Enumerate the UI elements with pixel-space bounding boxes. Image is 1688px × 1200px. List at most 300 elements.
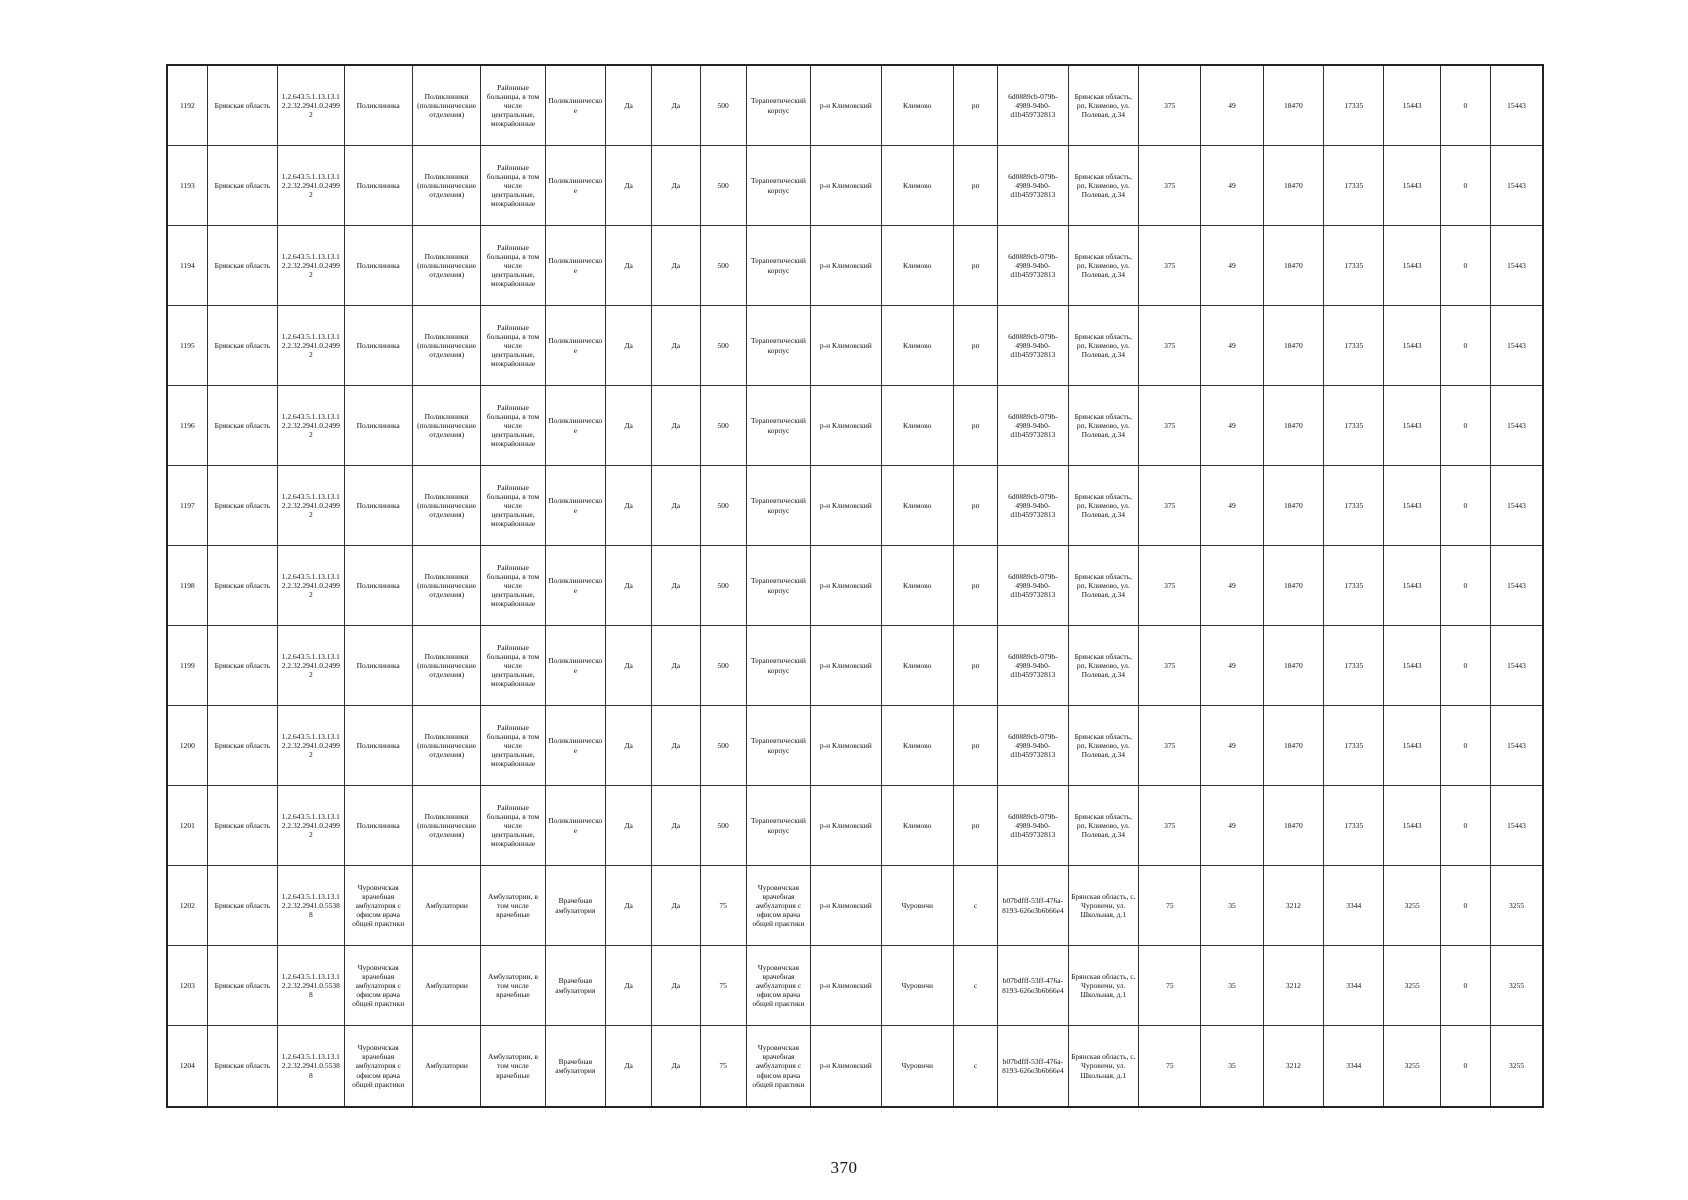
cell-flag-b: Да: [652, 786, 700, 866]
table-row: [167, 65, 1543, 146]
cell-capacity: 500: [700, 706, 746, 786]
cell-flag-a: Да: [605, 226, 651, 306]
cell-capacity: 500: [700, 65, 746, 146]
cell-v1: 375: [1139, 386, 1201, 466]
cell-region: Брянская область: [207, 786, 277, 866]
cell-region: Брянская область: [207, 226, 277, 306]
cell-district: р-н Климовский: [811, 146, 881, 226]
table-row: [167, 386, 1543, 466]
cell-subdivision-name: Амбулатории, в том числе врачебные: [481, 946, 545, 1026]
cell-locality-type: с: [953, 1026, 997, 1108]
cell-v5: 15443: [1384, 306, 1440, 386]
cell-v2: 49: [1201, 386, 1263, 466]
cell-v5: 15443: [1384, 386, 1440, 466]
cell-v7: 15443: [1491, 466, 1543, 546]
cell-v5: 15443: [1384, 226, 1440, 306]
cell-locality-type: рп: [953, 65, 997, 146]
cell-v1: 375: [1139, 146, 1201, 226]
cell-region: Брянская область: [207, 706, 277, 786]
cell-row-no: 1195: [167, 306, 207, 386]
cell-capacity: 75: [700, 946, 746, 1026]
cell-locality-type: рп: [953, 146, 997, 226]
cell-v5: 3255: [1384, 946, 1440, 1026]
cell-fias-guid: 6d0889cb-079b-4989-94b0-d1b459732813: [998, 786, 1068, 866]
cell-building-type: Поликлиническое: [545, 65, 605, 146]
cell-locality: Климово: [881, 786, 953, 866]
cell-oid: 1.2.643.5.1.13.13.12.2.32.2941.0.55388: [278, 1026, 344, 1108]
cell-locality-type: рп: [953, 626, 997, 706]
cell-building-type: Врачебная амбулатория: [545, 866, 605, 946]
cell-flag-b: Да: [652, 866, 700, 946]
cell-oid: 1.2.643.5.1.13.13.12.2.32.2941.0.24992: [278, 146, 344, 226]
cell-fias-guid: b07bdfff-53ff-476a-8193-626e3b6b66e4: [998, 1026, 1068, 1108]
cell-capacity: 500: [700, 626, 746, 706]
cell-flag-b: Да: [652, 306, 700, 386]
cell-subdivision-name: Районные больницы, в том числе центральные, межрайонные: [481, 226, 545, 306]
cell-v7: 15443: [1491, 226, 1543, 306]
cell-row-no: 1201: [167, 786, 207, 866]
cell-v3: 18470: [1263, 466, 1323, 546]
cell-v7: 15443: [1491, 65, 1543, 146]
cell-org-kind: Чуровичская врачебная амбулатория с офисом врача общей практики: [344, 866, 412, 946]
cell-v3: 3212: [1263, 1026, 1323, 1108]
cell-locality-type: рп: [953, 466, 997, 546]
cell-locality-type: рп: [953, 706, 997, 786]
cell-locality: Климово: [881, 386, 953, 466]
cell-address: Брянская область, рп, Климово, ул. Полевая, д.34: [1068, 386, 1138, 466]
cell-v7: 15443: [1491, 626, 1543, 706]
cell-subdivision-kind: Поликлиники (поликлинические отделения): [412, 546, 480, 626]
cell-flag-a: Да: [605, 866, 651, 946]
cell-building-type: Поликлиническое: [545, 466, 605, 546]
cell-v3: 18470: [1263, 306, 1323, 386]
cell-fias-guid: 6d0889cb-079b-4989-94b0-d1b459732813: [998, 706, 1068, 786]
cell-region: Брянская область: [207, 65, 277, 146]
cell-subdivision-kind: Поликлиники (поликлинические отделения): [412, 146, 480, 226]
cell-capacity: 500: [700, 786, 746, 866]
cell-address: Брянская область, рп, Климово, ул. Полевая, д.34: [1068, 626, 1138, 706]
cell-region: Брянская область: [207, 546, 277, 626]
cell-org-kind: Чуровичская врачебная амбулатория с офисом врача общей практики: [344, 1026, 412, 1108]
cell-fias-guid: 6d0889cb-079b-4989-94b0-d1b459732813: [998, 146, 1068, 226]
cell-locality: Климово: [881, 626, 953, 706]
cell-v6: 0: [1440, 65, 1490, 146]
cell-oid: 1.2.643.5.1.13.13.12.2.32.2941.0.24992: [278, 386, 344, 466]
cell-v7: 15443: [1491, 786, 1543, 866]
cell-v5: 15443: [1384, 466, 1440, 546]
cell-address: Брянская область, с. Чуровичи, ул. Школьная, д.1: [1068, 946, 1138, 1026]
cell-flag-a: Да: [605, 306, 651, 386]
table-row: [167, 466, 1543, 546]
cell-region: Брянская область: [207, 386, 277, 466]
cell-v4: 3344: [1324, 946, 1384, 1026]
cell-v6: 0: [1440, 386, 1490, 466]
cell-capacity: 500: [700, 226, 746, 306]
cell-address: Брянская область, рп, Климово, ул. Полевая, д.34: [1068, 786, 1138, 866]
cell-locality: Чуровичи: [881, 1026, 953, 1108]
cell-fias-guid: 6d0889cb-079b-4989-94b0-d1b459732813: [998, 626, 1068, 706]
cell-v7: 15443: [1491, 146, 1543, 226]
cell-v6: 0: [1440, 1026, 1490, 1108]
cell-address: Брянская область, рп, Климово, ул. Полевая, д.34: [1068, 466, 1138, 546]
cell-row-no: 1196: [167, 386, 207, 466]
cell-subdivision-name: Районные больницы, в том числе центральные, межрайонные: [481, 386, 545, 466]
cell-building-type: Врачебная амбулатория: [545, 1026, 605, 1108]
cell-address: Брянская область, рп, Климово, ул. Полевая, д.34: [1068, 65, 1138, 146]
cell-region: Брянская область: [207, 946, 277, 1026]
cell-district: р-н Климовский: [811, 546, 881, 626]
cell-v6: 0: [1440, 146, 1490, 226]
cell-capacity: 500: [700, 146, 746, 226]
cell-v2: 49: [1201, 706, 1263, 786]
cell-address: Брянская область, рп, Климово, ул. Полевая, д.34: [1068, 146, 1138, 226]
cell-v1: 375: [1139, 466, 1201, 546]
cell-row-no: 1193: [167, 146, 207, 226]
cell-flag-a: Да: [605, 65, 651, 146]
cell-v7: 15443: [1491, 386, 1543, 466]
cell-district: р-н Климовский: [811, 706, 881, 786]
cell-subdivision-name: Амбулатории, в том числе врачебные: [481, 866, 545, 946]
cell-fias-guid: 6d0889cb-079b-4989-94b0-d1b459732813: [998, 226, 1068, 306]
cell-subdivision-kind: Поликлиники (поликлинические отделения): [412, 226, 480, 306]
cell-locality-type: рп: [953, 786, 997, 866]
cell-v2: 35: [1201, 1026, 1263, 1108]
cell-building-name: Терапевтический корпус: [746, 386, 810, 466]
cell-v3: 18470: [1263, 226, 1323, 306]
cell-building-name: Терапевтический корпус: [746, 65, 810, 146]
cell-org-kind: Поликлиника: [344, 306, 412, 386]
cell-building-name: Терапевтический корпус: [746, 626, 810, 706]
cell-subdivision-name: Районные больницы, в том числе центральные, межрайонные: [481, 546, 545, 626]
cell-v5: 15443: [1384, 546, 1440, 626]
cell-flag-b: Да: [652, 1026, 700, 1108]
cell-flag-b: Да: [652, 706, 700, 786]
cell-building-name: Терапевтический корпус: [746, 226, 810, 306]
registry-table: [166, 64, 1544, 1108]
cell-flag-b: Да: [652, 386, 700, 466]
cell-flag-a: Да: [605, 546, 651, 626]
cell-capacity: 500: [700, 386, 746, 466]
cell-v1: 375: [1139, 65, 1201, 146]
cell-subdivision-name: Амбулатории, в том числе врачебные: [481, 1026, 545, 1108]
cell-locality: Климово: [881, 226, 953, 306]
cell-address: Брянская область, с. Чуровичи, ул. Школьная, д.1: [1068, 1026, 1138, 1108]
cell-district: р-н Климовский: [811, 466, 881, 546]
cell-building-type: Поликлиническое: [545, 786, 605, 866]
cell-v5: 15443: [1384, 706, 1440, 786]
cell-v1: 75: [1139, 866, 1201, 946]
cell-v7: 3255: [1491, 1026, 1543, 1108]
cell-fias-guid: 6d0889cb-079b-4989-94b0-d1b459732813: [998, 306, 1068, 386]
cell-address: Брянская область, рп, Климово, ул. Полевая, д.34: [1068, 226, 1138, 306]
cell-flag-a: Да: [605, 466, 651, 546]
cell-district: р-н Климовский: [811, 226, 881, 306]
cell-building-name: Терапевтический корпус: [746, 146, 810, 226]
cell-oid: 1.2.643.5.1.13.13.12.2.32.2941.0.24992: [278, 466, 344, 546]
cell-v4: 17335: [1324, 65, 1384, 146]
cell-locality: Климово: [881, 146, 953, 226]
cell-v4: 3344: [1324, 1026, 1384, 1108]
cell-subdivision-kind: Поликлиники (поликлинические отделения): [412, 626, 480, 706]
cell-subdivision-name: Районные больницы, в том числе центральные, межрайонные: [481, 706, 545, 786]
cell-subdivision-kind: Поликлиники (поликлинические отделения): [412, 306, 480, 386]
cell-subdivision-name: Районные больницы, в том числе центральные, межрайонные: [481, 146, 545, 226]
cell-building-name: Терапевтический корпус: [746, 466, 810, 546]
cell-v6: 0: [1440, 546, 1490, 626]
cell-district: р-н Климовский: [811, 786, 881, 866]
cell-building-name: Терапевтический корпус: [746, 306, 810, 386]
cell-v5: 15443: [1384, 626, 1440, 706]
cell-v7: 15443: [1491, 546, 1543, 626]
cell-org-kind: Поликлиника: [344, 386, 412, 466]
cell-v5: 15443: [1384, 786, 1440, 866]
cell-v6: 0: [1440, 626, 1490, 706]
cell-region: Брянская область: [207, 866, 277, 946]
table-row: [167, 626, 1543, 706]
cell-capacity: 500: [700, 306, 746, 386]
cell-v3: 18470: [1263, 386, 1323, 466]
cell-oid: 1.2.643.5.1.13.13.12.2.32.2941.0.24992: [278, 65, 344, 146]
cell-building-name: Терапевтический корпус: [746, 706, 810, 786]
cell-locality: Климово: [881, 466, 953, 546]
cell-building-type: Поликлиническое: [545, 226, 605, 306]
cell-district: р-н Климовский: [811, 386, 881, 466]
cell-v2: 49: [1201, 306, 1263, 386]
cell-flag-a: Да: [605, 1026, 651, 1108]
cell-v6: 0: [1440, 466, 1490, 546]
table-row: [167, 226, 1543, 306]
cell-district: р-н Климовский: [811, 1026, 881, 1108]
cell-locality: Климово: [881, 546, 953, 626]
cell-building-type: Врачебная амбулатория: [545, 946, 605, 1026]
cell-locality: Климово: [881, 306, 953, 386]
cell-district: р-н Климовский: [811, 866, 881, 946]
cell-locality: Климово: [881, 706, 953, 786]
cell-row-no: 1198: [167, 546, 207, 626]
cell-v3: 18470: [1263, 786, 1323, 866]
cell-v3: 18470: [1263, 65, 1323, 146]
cell-region: Брянская область: [207, 306, 277, 386]
cell-row-no: 1194: [167, 226, 207, 306]
cell-address: Брянская область, рп, Климово, ул. Полевая, д.34: [1068, 546, 1138, 626]
table-row: [167, 786, 1543, 866]
cell-row-no: 1199: [167, 626, 207, 706]
cell-subdivision-kind: Амбулатории: [412, 946, 480, 1026]
cell-row-no: 1203: [167, 946, 207, 1026]
cell-org-kind: Поликлиника: [344, 706, 412, 786]
cell-building-type: Поликлиническое: [545, 706, 605, 786]
cell-subdivision-kind: Поликлиники (поликлинические отделения): [412, 706, 480, 786]
cell-org-kind: Поликлиника: [344, 65, 412, 146]
cell-oid: 1.2.643.5.1.13.13.12.2.32.2941.0.24992: [278, 626, 344, 706]
cell-row-no: 1202: [167, 866, 207, 946]
table-row: [167, 1026, 1543, 1108]
cell-subdivision-kind: Амбулатории: [412, 866, 480, 946]
cell-locality: Климово: [881, 65, 953, 146]
cell-region: Брянская область: [207, 1026, 277, 1108]
cell-v2: 49: [1201, 786, 1263, 866]
cell-locality-type: рп: [953, 226, 997, 306]
cell-v3: 3212: [1263, 946, 1323, 1026]
cell-v1: 75: [1139, 946, 1201, 1026]
cell-v4: 17335: [1324, 626, 1384, 706]
cell-flag-b: Да: [652, 546, 700, 626]
cell-capacity: 75: [700, 866, 746, 946]
cell-locality-type: с: [953, 866, 997, 946]
cell-subdivision-name: Районные больницы, в том числе центральные, межрайонные: [481, 65, 545, 146]
cell-v3: 18470: [1263, 626, 1323, 706]
cell-subdivision-name: Районные больницы, в том числе центральные, межрайонные: [481, 786, 545, 866]
cell-locality-type: рп: [953, 546, 997, 626]
cell-subdivision-kind: Амбулатории: [412, 1026, 480, 1108]
cell-v7: 3255: [1491, 866, 1543, 946]
cell-building-type: Поликлиническое: [545, 546, 605, 626]
cell-fias-guid: 6d0889cb-079b-4989-94b0-d1b459732813: [998, 386, 1068, 466]
cell-address: Брянская область, с. Чуровичи, ул. Школьная, д.1: [1068, 866, 1138, 946]
cell-org-kind: Поликлиника: [344, 146, 412, 226]
cell-oid: 1.2.643.5.1.13.13.12.2.32.2941.0.24992: [278, 546, 344, 626]
cell-flag-b: Да: [652, 626, 700, 706]
cell-org-kind: Поликлиника: [344, 226, 412, 306]
cell-v4: 17335: [1324, 226, 1384, 306]
cell-subdivision-name: Районные больницы, в том числе центральные, межрайонные: [481, 466, 545, 546]
cell-subdivision-kind: Поликлиники (поликлинические отделения): [412, 386, 480, 466]
cell-org-kind: Поликлиника: [344, 466, 412, 546]
cell-row-no: 1192: [167, 65, 207, 146]
cell-region: Брянская область: [207, 146, 277, 226]
cell-oid: 1.2.643.5.1.13.13.12.2.32.2941.0.24992: [278, 706, 344, 786]
cell-v3: 18470: [1263, 706, 1323, 786]
cell-v4: 17335: [1324, 466, 1384, 546]
cell-v3: 3212: [1263, 866, 1323, 946]
table-row: [167, 146, 1543, 226]
cell-v4: 17335: [1324, 386, 1384, 466]
cell-v7: 15443: [1491, 706, 1543, 786]
cell-oid: 1.2.643.5.1.13.13.12.2.32.2941.0.24992: [278, 226, 344, 306]
cell-fias-guid: b07bdfff-53ff-476a-8193-626e3b6b66e4: [998, 946, 1068, 1026]
cell-org-kind: Поликлиника: [344, 626, 412, 706]
table-row: [167, 946, 1543, 1026]
cell-flag-b: Да: [652, 466, 700, 546]
cell-row-no: 1200: [167, 706, 207, 786]
cell-v2: 35: [1201, 866, 1263, 946]
table-row: [167, 706, 1543, 786]
cell-building-name: Чуровичская врачебная амбулатория с офисом врача общей практики: [746, 866, 810, 946]
cell-district: р-н Климовский: [811, 626, 881, 706]
cell-subdivision-name: Районные больницы, в том числе центральные, межрайонные: [481, 306, 545, 386]
cell-v4: 17335: [1324, 546, 1384, 626]
cell-org-kind: Поликлиника: [344, 546, 412, 626]
cell-oid: 1.2.643.5.1.13.13.12.2.32.2941.0.55388: [278, 866, 344, 946]
cell-flag-a: Да: [605, 386, 651, 466]
cell-locality-type: рп: [953, 386, 997, 466]
cell-fias-guid: b07bdfff-53ff-476a-8193-626e3b6b66e4: [998, 866, 1068, 946]
cell-building-type: Поликлиническое: [545, 626, 605, 706]
cell-v4: 17335: [1324, 786, 1384, 866]
cell-flag-b: Да: [652, 946, 700, 1026]
cell-v5: 15443: [1384, 65, 1440, 146]
cell-v7: 3255: [1491, 946, 1543, 1026]
cell-v3: 18470: [1263, 546, 1323, 626]
cell-flag-a: Да: [605, 706, 651, 786]
cell-v2: 49: [1201, 226, 1263, 306]
cell-flag-a: Да: [605, 946, 651, 1026]
cell-v4: 17335: [1324, 706, 1384, 786]
cell-oid: 1.2.643.5.1.13.13.12.2.32.2941.0.55388: [278, 946, 344, 1026]
cell-v1: 375: [1139, 626, 1201, 706]
cell-v4: 17335: [1324, 306, 1384, 386]
cell-v5: 3255: [1384, 1026, 1440, 1108]
cell-locality: Чуровичи: [881, 866, 953, 946]
page-number: 370: [830, 1158, 858, 1177]
cell-flag-a: Да: [605, 786, 651, 866]
cell-fias-guid: 6d0889cb-079b-4989-94b0-d1b459732813: [998, 65, 1068, 146]
cell-capacity: 75: [700, 1026, 746, 1108]
cell-row-no: 1204: [167, 1026, 207, 1108]
cell-v2: 49: [1201, 466, 1263, 546]
cell-flag-b: Да: [652, 65, 700, 146]
table-row: [167, 546, 1543, 626]
cell-district: р-н Климовский: [811, 306, 881, 386]
cell-flag-a: Да: [605, 626, 651, 706]
cell-subdivision-kind: Поликлиники (поликлинические отделения): [412, 466, 480, 546]
cell-v4: 3344: [1324, 866, 1384, 946]
table-row: [167, 866, 1543, 946]
cell-v6: 0: [1440, 306, 1490, 386]
cell-v2: 49: [1201, 546, 1263, 626]
cell-v6: 0: [1440, 786, 1490, 866]
cell-v2: 35: [1201, 946, 1263, 1026]
cell-v6: 0: [1440, 866, 1490, 946]
cell-flag-b: Да: [652, 226, 700, 306]
cell-address: Брянская область, рп, Климово, ул. Полевая, д.34: [1068, 706, 1138, 786]
cell-region: Брянская область: [207, 626, 277, 706]
cell-oid: 1.2.643.5.1.13.13.12.2.32.2941.0.24992: [278, 306, 344, 386]
cell-row-no: 1197: [167, 466, 207, 546]
cell-building-name: Чуровичская врачебная амбулатория с офисом врача общей практики: [746, 1026, 810, 1108]
cell-fias-guid: 6d0889cb-079b-4989-94b0-d1b459732813: [998, 546, 1068, 626]
cell-capacity: 500: [700, 466, 746, 546]
cell-org-kind: Поликлиника: [344, 786, 412, 866]
cell-region: Брянская область: [207, 466, 277, 546]
cell-v6: 0: [1440, 706, 1490, 786]
cell-v1: 375: [1139, 546, 1201, 626]
cell-locality: Чуровичи: [881, 946, 953, 1026]
cell-v3: 18470: [1263, 146, 1323, 226]
cell-v6: 0: [1440, 946, 1490, 1026]
cell-v7: 15443: [1491, 306, 1543, 386]
cell-v2: 49: [1201, 626, 1263, 706]
cell-flag-b: Да: [652, 146, 700, 226]
cell-locality-type: рп: [953, 306, 997, 386]
cell-building-type: Поликлиническое: [545, 146, 605, 226]
cell-v1: 375: [1139, 706, 1201, 786]
cell-oid: 1.2.643.5.1.13.13.12.2.32.2941.0.24992: [278, 786, 344, 866]
cell-building-name: Терапевтический корпус: [746, 786, 810, 866]
cell-v4: 17335: [1324, 146, 1384, 226]
table-row: [167, 306, 1543, 386]
cell-building-type: Поликлиническое: [545, 386, 605, 466]
cell-v1: 375: [1139, 786, 1201, 866]
cell-flag-a: Да: [605, 146, 651, 226]
cell-building-type: Поликлиническое: [545, 306, 605, 386]
cell-v1: 75: [1139, 1026, 1201, 1108]
cell-v6: 0: [1440, 226, 1490, 306]
cell-v5: 3255: [1384, 866, 1440, 946]
cell-org-kind: Чуровичская врачебная амбулатория с офисом врача общей практики: [344, 946, 412, 1026]
cell-fias-guid: 6d0889cb-079b-4989-94b0-d1b459732813: [998, 466, 1068, 546]
cell-subdivision-kind: Поликлиники (поликлинические отделения): [412, 786, 480, 866]
